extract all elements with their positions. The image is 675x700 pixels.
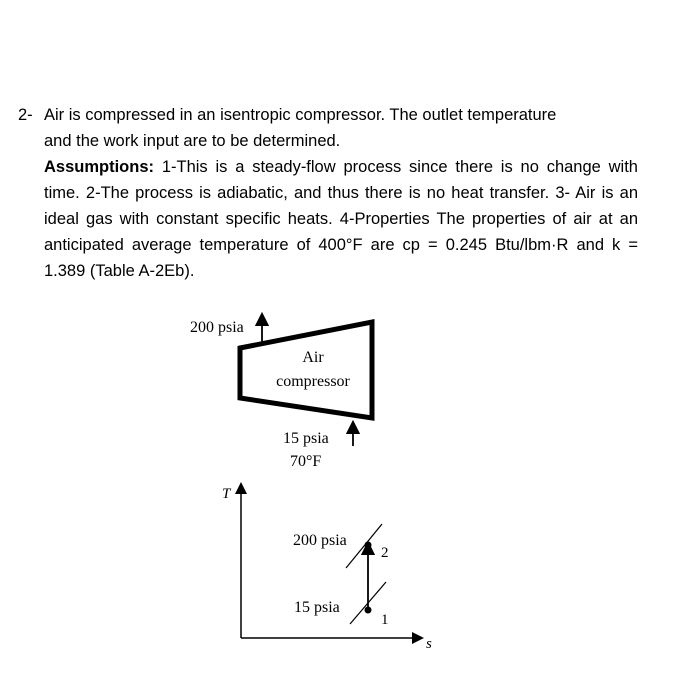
inlet-temperature-label: 70°F [290, 453, 322, 470]
problem-number: 2- [18, 106, 33, 124]
assumptions-label: Assumptions: [44, 158, 155, 176]
inlet-pressure-label: 15 psia [283, 430, 329, 447]
device-label-line-1: Air [302, 349, 324, 366]
t-axis-label: T [222, 486, 231, 502]
high-pressure-label: 200 psia [293, 532, 347, 549]
compressor-schematic [190, 319, 372, 470]
state-2-point [365, 542, 372, 549]
outlet-pressure-label: 200 psia [190, 319, 244, 336]
ts-diagram [222, 486, 432, 652]
problem-line-2: and the work input are to be determined. [44, 132, 341, 150]
compressor-body [240, 322, 372, 418]
high-pressure-isobar [346, 524, 382, 568]
assumptions-text: 1-This is a steady-flow process since there is no change with time. 2-The process is adiabatic, and thus there is no heat transfer. 3- Air is an ideal gas with constant specific heats. 4-Properties The properties of air at an anticipated average temperature of 400°F are cp = 0.245 Btu/lbm·R and k = 1.389 (Table A-2Eb). [44, 158, 638, 280]
state-2-label: 2 [381, 545, 389, 561]
low-pressure-label: 15 psia [294, 599, 340, 616]
device-label-line-2: compressor [276, 373, 350, 390]
problem-line-1: Air is compressed in an isentropic compressor. The outlet temperature [44, 106, 557, 124]
s-axis-label: s [426, 636, 432, 652]
state-1-point [365, 607, 372, 614]
state-1-label: 1 [381, 612, 389, 628]
